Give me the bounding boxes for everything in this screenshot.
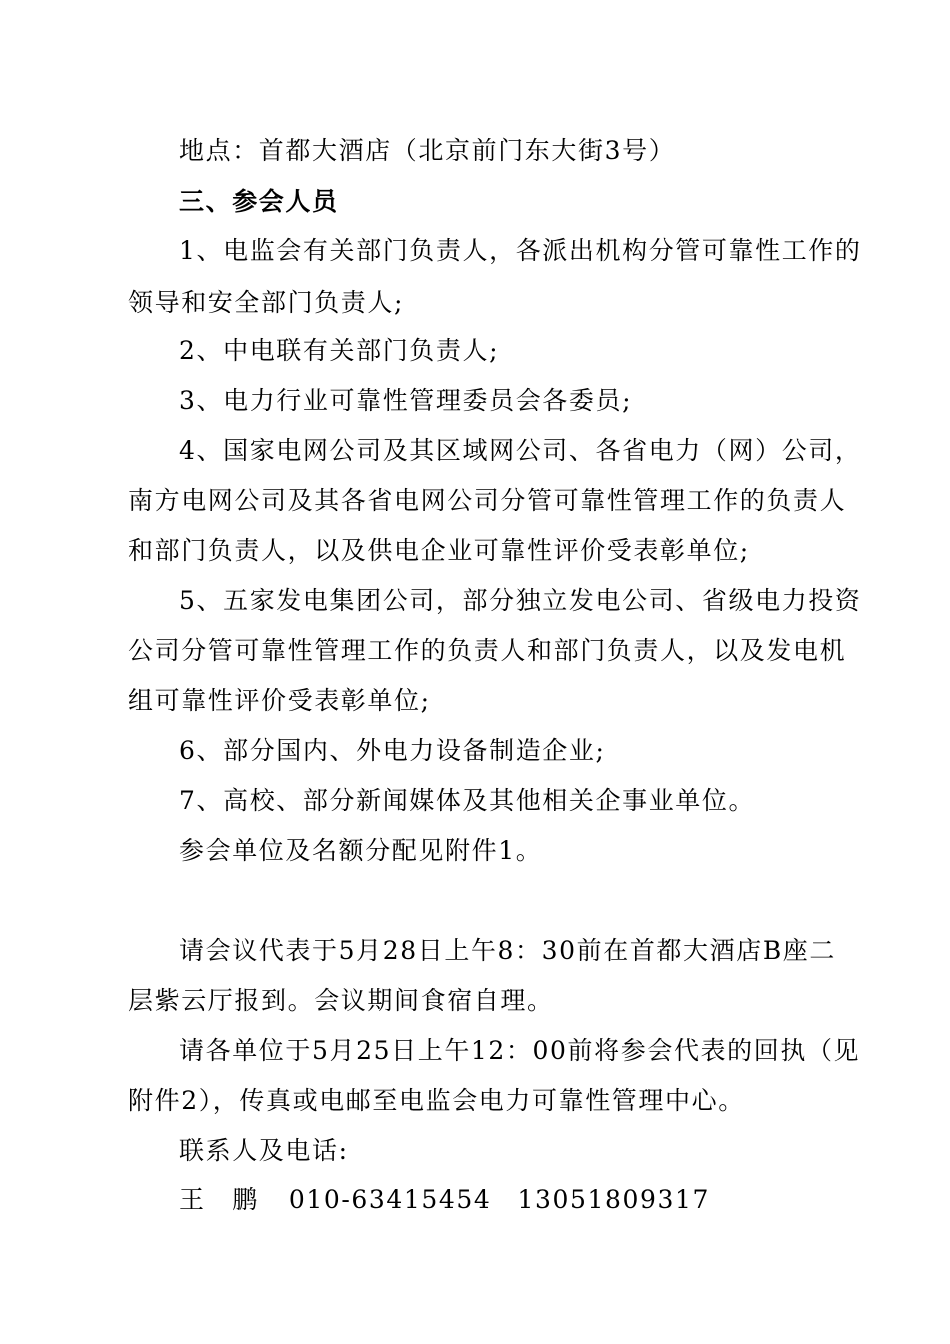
section-heading: 三、参会人员 (179, 187, 339, 216)
contact-mobile: 13051809317 (517, 1185, 711, 1214)
registration-line-2: 层紫云厅报到。会议期间食宿自理。 (128, 986, 554, 1015)
contact-name: 王 鹏 (179, 1185, 259, 1214)
item-4-line-1: 4、国家电网公司及其区域网公司、各省电力（网）公司， (179, 436, 862, 465)
attachment-note: 参会单位及名额分配见附件1。 (179, 836, 543, 865)
item-7-line-1: 7、高校、部分新闻媒体及其他相关企事业单位。 (179, 786, 756, 815)
contact-line (179, 1183, 710, 1217)
item-1-line-2: 领导和安全部门负责人; (128, 288, 405, 317)
item-1-line-1: 1、电监会有关部门负责人，各派出机构分管可靠性工作的 (179, 236, 862, 265)
item-2-line-1: 2、中电联有关部门负责人; (179, 336, 500, 365)
receipt-line-2: 附件2），传真或电邮至电监会电力可靠性管理中心。 (128, 1086, 745, 1115)
registration-line-1: 请会议代表于5月28日上午8：30前在首都大酒店B座二 (179, 936, 837, 965)
item-3-line-1: 3、电力行业可靠性管理委员会各委员; (179, 386, 633, 415)
item-5-line-3: 组可靠性评价受表彰单位; (128, 686, 431, 715)
item-4-line-2: 南方电网公司及其各省电网公司分管可靠性管理工作的负责人 (128, 486, 847, 515)
item-6-line-1: 6、部分国内、外电力设备制造企业; (179, 736, 606, 765)
contact-phone: 010-63415454 (288, 1185, 492, 1214)
location-line: 地点：首都大酒店（北京前门东大街3号） (179, 136, 676, 165)
item-5-line-2: 公司分管可靠性管理工作的负责人和部门负责人，以及发电机 (128, 636, 847, 665)
contact-label: 联系人及电话: (179, 1136, 349, 1165)
item-4-line-3: 和部门负责人，以及供电企业可靠性评价受表彰单位; (128, 536, 750, 565)
receipt-line-1: 请各单位于5月25日上午12：00前将参会代表的回执（见 (179, 1036, 861, 1065)
item-5-line-1: 5、五家发电集团公司，部分独立发电公司、省级电力投资 (179, 586, 862, 615)
